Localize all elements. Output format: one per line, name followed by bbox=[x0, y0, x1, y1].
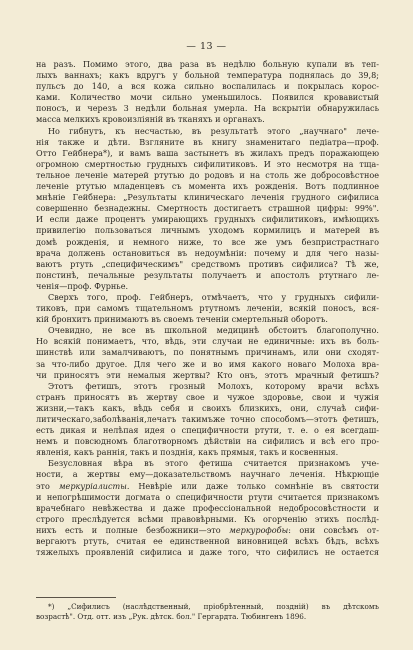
text-line: Этотъ фетишъ, этотъ грозный Молохъ, которому врачи всѣхъ bbox=[48, 380, 379, 391]
text-line: И если даже процентъ умирающихъ грудныхъ сифилитиковъ, имѣющихъ bbox=[36, 214, 379, 225]
text-line: пульсъ до 140, а вся кожа сильно воспалилась и покрылась корос- bbox=[36, 81, 379, 92]
text-line: странъ приносятъ въ жертву свое и чужое здоровье, свои и чужія bbox=[36, 391, 379, 402]
footnote-divider bbox=[36, 597, 116, 598]
text-line: ваютъ ртуть „специфическимъ" средствомъ противъ сифилиса? Тѣ же, bbox=[36, 258, 379, 269]
footnote bbox=[36, 602, 379, 622]
text-line: литическаго,заболѣванія,лечатъ такимъже точно способомъ—этотъ фетишъ, bbox=[36, 414, 379, 424]
text-line: есть дикая и нелѣпая идея о специфичности ртути, т. е. о ея всегдаш- bbox=[36, 425, 379, 436]
text-line: нихъ есть и полные безбожники—это меркурофобы: они совсѣмъ от- bbox=[36, 524, 379, 535]
text-line: ности, а жертвы ему—доказательствомъ научнаго леченія. Нѣкрющіе bbox=[36, 469, 379, 480]
text-line: Безусловная вѣра въ этого фетиша считается признакомъ уче- bbox=[48, 458, 379, 469]
text-line: домѣ рожденія, и немного ниже, то все же умъ безпристрастнаго bbox=[36, 236, 379, 247]
footnote-line: *) „Сифилисъ (наслѣдственный, пріобрѣтенный, поздній) въ дѣтскомъ bbox=[48, 602, 379, 611]
page-number: — 13 — bbox=[186, 41, 227, 52]
text-line: Отто Гейбнера*), и вамъ ваша застынетъ въ жилахъ предъ поражающею bbox=[36, 147, 379, 158]
text-line: Но гибнутъ, къ несчастью, въ результатѣ этого „научнаго" лече- bbox=[48, 125, 379, 136]
body-text bbox=[36, 59, 379, 558]
text-line: за что-либо другое. Для чего же и во имя какого новаго Молоха вра- bbox=[36, 358, 379, 369]
text-line: на разъ. Помимо этого, два раза въ недѣлю больную купали въ теп- bbox=[36, 59, 379, 69]
text-line: врачебнаго невѣжества и даже профессіональной недобросовѣстности и bbox=[36, 502, 379, 513]
text-line: строго преслѣдуется всѣми правовѣрными. Къ огорченію этихъ послѣд- bbox=[36, 513, 379, 524]
text-line: и непогрѣшимости догмата о специфичности ртути считается признакомъ bbox=[36, 491, 379, 502]
text-line: Очевидно, не все въ школьной медицинѣ обстоитъ благополучно. bbox=[48, 325, 379, 336]
text-line: понстинѣ, печальные результаты получаетъ и апостолъ ртутнаго ле- bbox=[36, 269, 379, 280]
text-line: огромною смертностью грудныхъ сифилитиковъ. И это несмотря на тща- bbox=[36, 158, 379, 169]
text-line: ками. Количество мочи сильно уменьшилось. Появился кровавистый bbox=[36, 92, 379, 103]
text-line: поносъ, и черезъ 3 недѣли больная умерла. На вскрытіи обнаружилась bbox=[36, 103, 379, 114]
text-line: лыхъ ваннахъ; какъ вдругъ у больной температура поднялась до 39,8; bbox=[36, 70, 379, 81]
text-line: нія также и дѣти. Взгляните въ книгу знаменитаго педіатра—проф. bbox=[36, 136, 379, 147]
text-line: шинствѣ или замалчиваютъ, по понятнымъ причинамъ, или они сходят- bbox=[36, 347, 379, 358]
text-line: ченія—проф. Фурнье. bbox=[36, 280, 129, 291]
text-line: мнѣніе Гейбнера: „Результаты клиническаго леченія грудного сифилиса bbox=[36, 192, 379, 203]
text-line: это меркуріалисты. Невѣріе или даже только сомнѣніе въ святости bbox=[36, 480, 379, 491]
text-line: тиковъ, при самомъ тщательномъ ртутномъ леченіи, всякій поносъ, вся- bbox=[36, 303, 379, 314]
text-line: немъ и повсюдномъ благотворномъ дѣйствіи на сифилисъ и всѣ его про- bbox=[36, 436, 379, 447]
text-line: совершенно безнадежны. Смертность достигаетъ страшной цифры: 99%". bbox=[36, 203, 379, 214]
text-line: тельное леченіе матерей ртутью до родовъ и на столь же добросовѣстное bbox=[36, 169, 379, 180]
text-line: явленія, какъ раннія, такъ и позднія, какъ прямыя, такъ и косвенныя. bbox=[36, 447, 339, 458]
text-line: кій бронхитъ принимаютъ въ своемъ теченіи смертельный оборотъ. bbox=[36, 314, 328, 325]
text-line: леченіе ртутью младенцевъ съ момента ихъ рожденія. Вотъ подлинное bbox=[36, 181, 379, 192]
text-line: масса мелкихъ кровоизліяній въ тканяхъ и органахъ. bbox=[36, 114, 265, 125]
text-line: чи приносятъ эти немалыя жертвы? Кто онъ, этотъ мрачный фетишъ? bbox=[36, 369, 379, 380]
text-line: привилегію пользоваться личнымъ уходомъ кормилицъ и матерей въ bbox=[36, 225, 379, 236]
text-line: тяжелыхъ проявленій сифилиса и даже того, что сифилисъ не остается bbox=[36, 547, 379, 558]
footnote-line: возрастѣ". Отд. отт. изъ „Рук. дѣтск. бол." Гергардта. Тюбингенъ 1896. bbox=[36, 612, 307, 621]
text-line: Но всякій понимаетъ, что, вѣдь, эти случаи не единичные: ихъ въ боль- bbox=[36, 336, 379, 347]
text-line: Сверхъ того, проф. Гейбнеръ, отмѣчаетъ, что у грудныхъ сифили- bbox=[48, 291, 379, 302]
text-line: врача должень остановиться въ недоумѣніи: почему и для чего назы- bbox=[36, 247, 379, 258]
text-line: вергаютъ ртуть, считая ее единственной виновницей всѣхъ бѣдъ, всѣхъ bbox=[36, 536, 379, 547]
text-line: жизни,—такъ какъ, вѣдь себя и своихъ близкихъ, они, случаѣ сифи- bbox=[36, 402, 379, 413]
